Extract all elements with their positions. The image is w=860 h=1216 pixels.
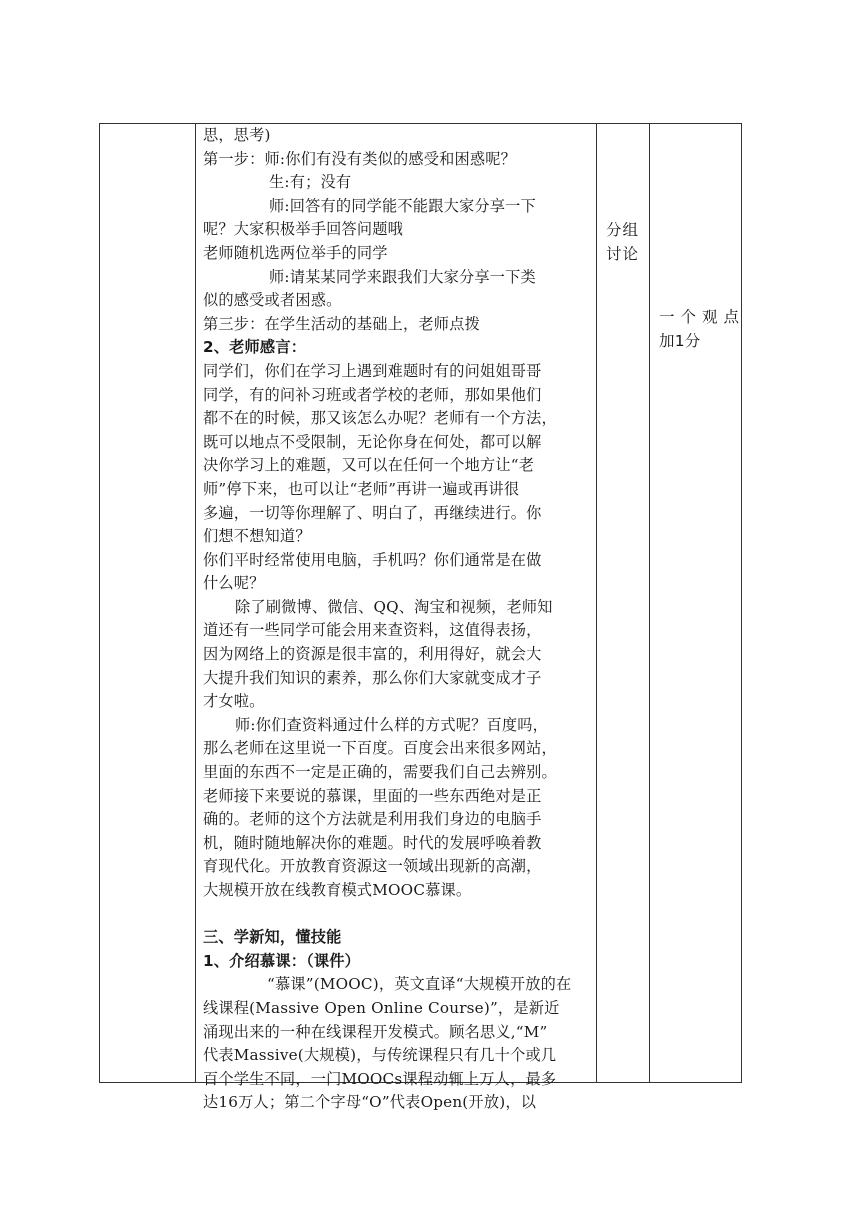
column-divider bbox=[195, 124, 196, 1082]
text-line: 都不在的时候，那又该怎么办呢？老师有一个方法， bbox=[203, 409, 557, 428]
text-line: 什么呢？ bbox=[203, 574, 265, 593]
text-line: 第一步：师:你们有没有类似的感受和困惑呢？ bbox=[203, 149, 517, 168]
text-line: 决你学习上的难题，又可以在任何一个地方让“老 bbox=[203, 456, 535, 475]
section-heading: 2、老师感言： bbox=[203, 338, 307, 357]
text-line: 呢？大家积极举手回答问题哦 bbox=[203, 220, 404, 239]
text-line: 代表Massive(大规模)，与传统课程只有几十个或几 bbox=[203, 1046, 557, 1065]
text-line: 育现代化。开放教育资源这一领域出现新的高潮， bbox=[203, 857, 542, 876]
text-line: 师:请某某同学来跟我们大家分享一下类 bbox=[269, 267, 536, 286]
column-divider bbox=[649, 124, 650, 1082]
section-heading: 三、学新知，懂技能 bbox=[203, 928, 342, 947]
teaching-process-cell bbox=[197, 124, 595, 1112]
text-line: 大规模开放在线教育模式MOOC慕课。 bbox=[203, 881, 472, 899]
text-line: 涌现出来的一种在线课程开发模式。顾名思义,“M” bbox=[203, 1022, 548, 1041]
evaluation-text: 一个观点 bbox=[659, 308, 746, 326]
text-line: 师”停下来，也可以让“老师”再讲一遍或再讲很 bbox=[203, 479, 520, 498]
text-line: 除了刷微博、微信、QQ、淘宝和视频，老师知 bbox=[235, 597, 553, 616]
text-line: 师:回答有的同学能不能跟大家分享一下 bbox=[269, 196, 536, 215]
text-line: 老师接下来要说的慕课，里面的一些东西绝对是正 bbox=[203, 786, 542, 805]
text-line: 达16万人；第二个字母“O”代表Open(开放)，以 bbox=[203, 1093, 537, 1112]
text-line: 第三步：在学生活动的基础上，老师点拨 bbox=[203, 314, 480, 333]
text-line: 既可以地点不受限制，无论你身在何处，都可以解 bbox=[203, 432, 542, 451]
text-line: 们想不想知道？ bbox=[203, 527, 311, 546]
text-line: 线课程(Massive Open Online Course)”，是新近 bbox=[203, 998, 560, 1017]
text-line: 百个学生不同，一门MOOCs课程动辄上万人，最多 bbox=[203, 1069, 557, 1088]
section-heading: 1、介绍慕课：（课件） bbox=[203, 951, 361, 970]
text-line: 同学们，你们在学习上遇到难题时有的问姐姐哥哥 bbox=[203, 361, 542, 380]
lesson-table bbox=[99, 123, 746, 1112]
text-line: 老师随机选两位举手的同学 bbox=[203, 243, 388, 262]
column-divider bbox=[596, 124, 597, 1082]
text-line: 同学，有的问补习班或者学校的老师，那如果他们 bbox=[203, 385, 542, 404]
text-line: 你们平时经常使用电脑，手机吗？你们通常是在做 bbox=[203, 550, 542, 569]
text-line: 因为网络上的资源是很丰富的，利用得好，就会大 bbox=[203, 645, 542, 664]
text-line: 确的。老师的这个方法就是利用我们身边的电脑手 bbox=[203, 810, 542, 829]
text-line: 大提升我们知识的素养，那么你们大家就变成才子 bbox=[203, 668, 542, 687]
text-line: 里面的东西不一定是正确的，需要我们自己去辨别。 bbox=[203, 763, 557, 782]
method-text: 讨论 bbox=[606, 245, 640, 263]
text-line: “慕课”(MOOC)，英文直译“大规模开放的在 bbox=[267, 975, 572, 994]
method-cell bbox=[598, 124, 648, 1082]
text-line: 思，思考) bbox=[203, 126, 271, 144]
text-line: 道还有一些同学可能会用来查资料，这值得表扬， bbox=[203, 621, 542, 640]
method-text: 分组 bbox=[606, 221, 640, 239]
text-line: 多遍，一切等你理解了、明白了，再继续进行。你 bbox=[203, 503, 542, 522]
evaluation-text: 加1分 bbox=[659, 332, 701, 350]
evaluation-cell bbox=[651, 124, 746, 1082]
text-line: 似的感受或者困惑。 bbox=[203, 291, 342, 310]
text-line: 那么老师在这里说一下百度。百度会出来很多网站， bbox=[203, 739, 557, 758]
text-line: 师:你们查资料通过什么样的方式呢？百度吗， bbox=[235, 715, 549, 734]
text-line: 生:有；没有 bbox=[269, 173, 352, 192]
text-line bbox=[203, 903, 589, 927]
text-line: 机，随时随地解决你的难题。时代的发展呼唤着教 bbox=[203, 833, 542, 852]
text-line: 才女啦。 bbox=[203, 692, 265, 711]
